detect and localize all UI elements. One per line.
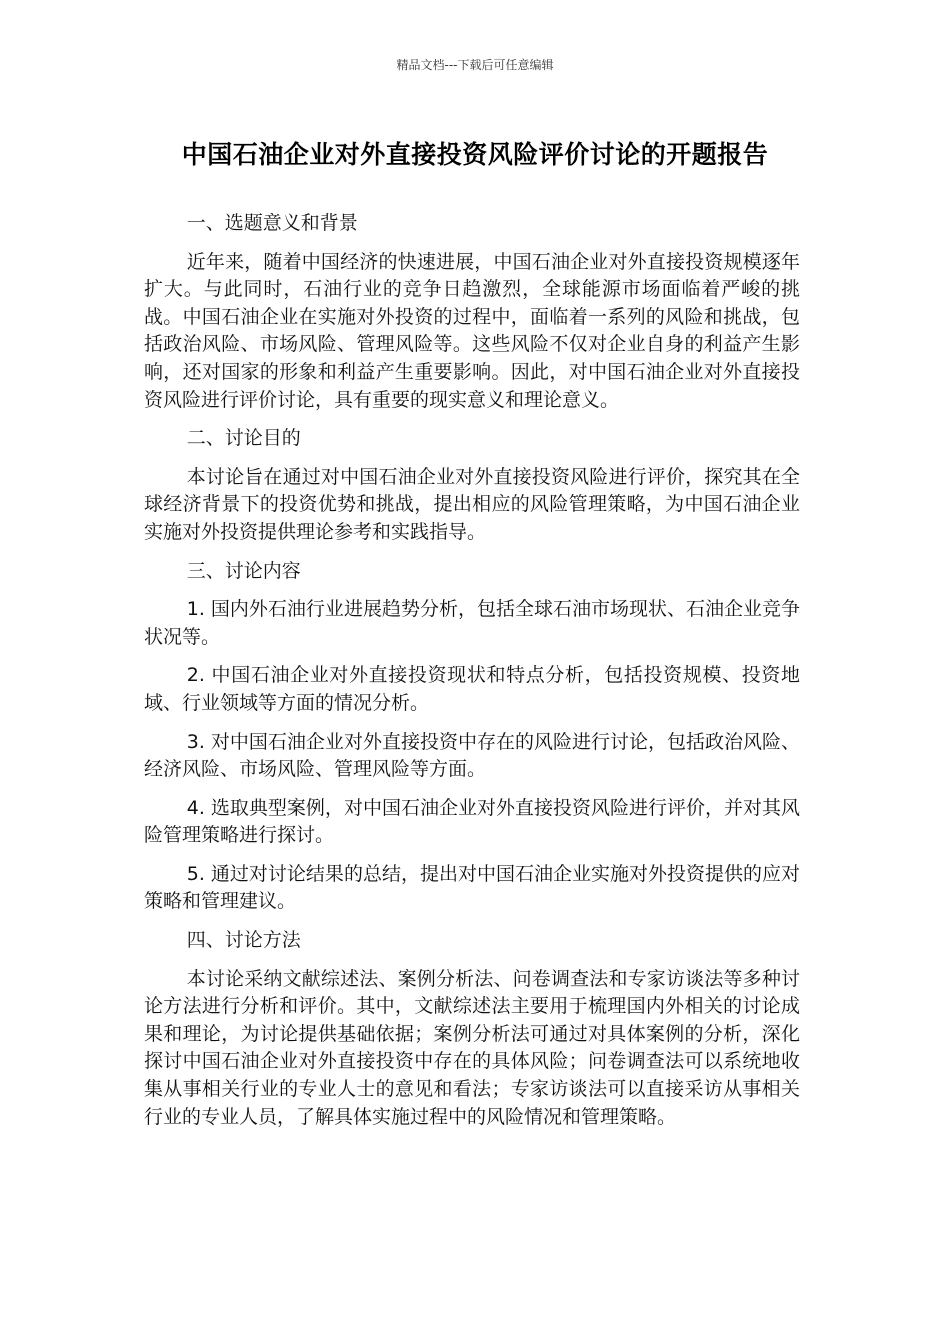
body-paragraph: 本讨论采纳文献综述法、案例分析法、问卷调查法和专家访谈法等多种讨论方法进行分析和评价。其中，文献综述法主要用于梳理国内外相关的讨论成果和理论，为讨论提供基础依据；案例分析法可通过对具体案例的分析，深化探讨中国石油企业对外直接投资中存在的具体风险；问卷调查法可以系统地收集从事相关行业的专业人士的意见和看法；专家访谈法可以直接采访从事相关行业的专业人员，了解具体实施过程中的风险情况和管理策略。: [144, 967, 800, 1128]
list-item: 4. 选取典型案例，对中国石油企业对外直接投资风险进行评价，并对其风险管理策略进行探讨。: [144, 796, 800, 847]
section-heading: 三、讨论内容: [186, 559, 301, 582]
document-body: [144, 210, 800, 1142]
section-heading: 四、讨论方法: [186, 929, 301, 952]
document-title: 中国石油企业对外直接投资风险评价讨论的开题报告: [181, 140, 769, 169]
list-item: 2. 中国石油企业对外直接投资现状和特点分析，包括投资规模、投资地域、行业领域等方面的情况分析。: [144, 664, 800, 714]
list-item: 3. 对中国石油企业对外直接投资中存在的风险进行讨论，包括政治风险、经济风险、市场风险、管理风险等方面。: [144, 730, 800, 781]
list-item: 1. 国内外石油行业进展趋势分析，包括全球石油市场现状、石油企业竞争状况等。: [144, 598, 800, 648]
list-item: 5. 通过对讨论结果的总结，提出对中国石油企业实施对外投资提供的应对策略和管理建议。: [144, 862, 800, 913]
body-paragraph: 近年来，随着中国经济的快速进展，中国石油企业对外直接投资规模逐年扩大。与此同时，石油行业的竞争日趋激烈，全球能源市场面临着严峻的挑战。中国石油企业在实施对外投资的过程中，面临着一系列的风险和挑战，包括政治风险、市场风险、管理风险等。这些风险不仅对企业自身的利益产生影响，还对国家的形象和利益产生重要影响。因此，对中国石油企业对外直接投资风险进行评价讨论，具有重要的现实意义和理论意义。: [144, 250, 800, 411]
section-heading: 一、选题意义和背景: [186, 212, 358, 234]
body-paragraph: 本讨论旨在通过对中国石油企业对外直接投资风险进行评价，探究其在全球经济背景下的投资优势和挑战，提出相应的风险管理策略，为中国石油企业实施对外投资提供理论参考和实践指导。: [144, 465, 800, 543]
section-heading: 二、讨论目的: [186, 427, 301, 450]
header-note: 精品文档---下载后可任意编辑: [396, 58, 554, 72]
